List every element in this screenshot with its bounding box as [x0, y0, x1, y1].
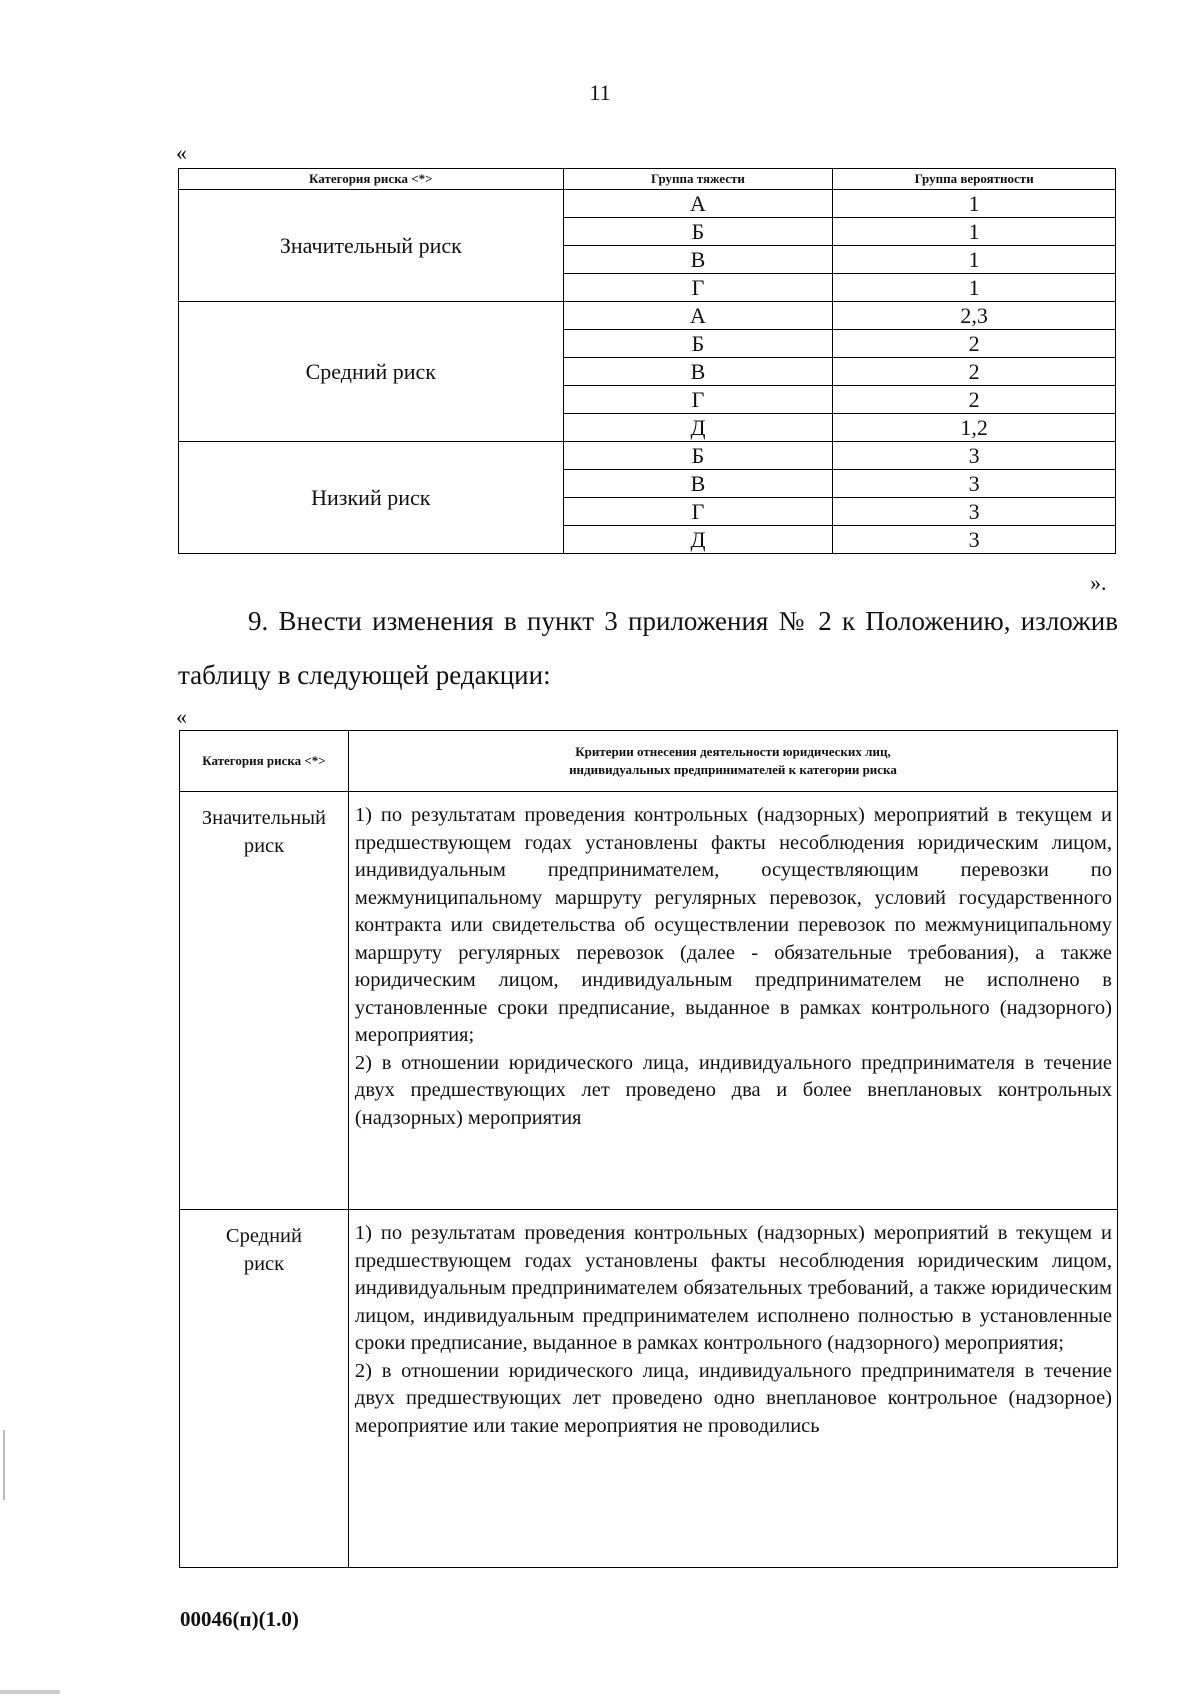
category-cell: Значительный риск	[179, 190, 564, 302]
probability-cell: 2	[833, 358, 1116, 386]
page-number: 11	[589, 80, 611, 105]
probability-cell: 2	[833, 386, 1116, 414]
severity-cell: В	[563, 246, 833, 274]
quote-open-2: «	[176, 704, 187, 729]
scan-edge-mark	[0, 1690, 60, 1694]
table-row	[180, 1210, 1118, 1568]
header-risk-category: Категория риска <*>	[180, 731, 349, 792]
category-cell	[180, 1210, 349, 1568]
paragraph-line-2: таблицу в следующей редакции:	[178, 660, 551, 690]
table-row	[179, 190, 1116, 218]
scan-edge-mark	[3, 1430, 5, 1500]
header-criteria	[348, 731, 1117, 792]
criteria-item-2: 2) в отношении юридического лица, индивидуального предпринимателя в течение двух предшествующих лет проведено одно внеплановое контрольное (надзорное) мероприятие или такие мероприятия не проводились	[354, 1359, 1112, 1437]
quote-close-1: ».	[1090, 570, 1107, 595]
table-header-row	[180, 731, 1118, 792]
category-line-1: Средний	[225, 1225, 303, 1247]
criteria-item-1: 1) по результатам проведения контрольных (надзорных) мероприятий в текущем и предшествующем годах установлены факты несоблюдения юридическим лицом, индивидуальным предпринимателем обязательных требований, а также юридическим лицом, индивидуальным предпринимателем исполнено полностью в установленные сроки предписание, выданное в рамках контрольного (надзорного) мероприятия;	[354, 1222, 1112, 1354]
probability-cell: 1	[833, 190, 1116, 218]
severity-cell: Г	[563, 274, 833, 302]
criteria-item-2: 2) в отношении юридического лица, индивидуального предпринимателя в течение двух предшествующих лет проведено два и более внеплановых контрольных (надзорных) мероприятия	[354, 1051, 1112, 1129]
probability-cell: 2,3	[833, 302, 1116, 330]
category-cell: Низкий риск	[179, 442, 564, 554]
quote-open-1: «	[176, 140, 187, 165]
probability-cell: 1	[833, 274, 1116, 302]
amendment-paragraph	[178, 594, 1118, 702]
severity-cell: Г	[563, 498, 833, 526]
probability-cell: 3	[833, 470, 1116, 498]
header-criteria-line-1: Критерии отнесения деятельности юридических лиц,	[575, 744, 891, 759]
severity-cell: Г	[563, 386, 833, 414]
header-risk-category: Категория риска <*>	[179, 169, 564, 190]
severity-cell: Д	[563, 526, 833, 554]
severity-cell: Б	[563, 442, 833, 470]
probability-cell: 2	[833, 330, 1116, 358]
category-line-1: Значительный	[201, 807, 327, 829]
table-row	[179, 442, 1116, 470]
header-probability-group: Группа вероятности	[833, 169, 1116, 190]
criteria-cell	[348, 792, 1117, 1210]
criteria-item-1: 1) по результатам проведения контрольных (надзорных) мероприятий в текущем и предшествующем годах установлены факты несоблюдения юридическим лицом, индивидуальным предпринимателем, осуществляющим перевозки по межмуниципальному маршруту регулярных перевозок, условий государственного контракта или свидетельства об осуществлении перевозок по межмуниципальному маршруту регулярных перевозок (далее - обязательные требования), а также юридическим лицом, индивидуальным предпринимателем не исполнено в установленные сроки предписание, выданное в рамках контрольного (надзорного) мероприятия;	[354, 804, 1112, 1046]
criteria-cell	[348, 1210, 1117, 1568]
probability-cell: 3	[833, 498, 1116, 526]
severity-cell: Д	[563, 414, 833, 442]
severity-cell: В	[563, 358, 833, 386]
probability-cell: 3	[833, 442, 1116, 470]
category-line-2: риск	[243, 835, 285, 857]
severity-cell: В	[563, 470, 833, 498]
severity-cell: А	[563, 302, 833, 330]
table-row	[179, 302, 1116, 330]
probability-cell: 1	[833, 246, 1116, 274]
probability-cell: 1	[833, 218, 1116, 246]
header-severity-group: Группа тяжести	[563, 169, 833, 190]
category-cell	[180, 792, 349, 1210]
probability-cell: 3	[833, 526, 1116, 554]
header-criteria-line-2: индивидуальных предпринимателей к категории риска	[569, 762, 897, 777]
severity-cell: Б	[563, 330, 833, 358]
probability-cell: 1,2	[833, 414, 1116, 442]
document-code: 00046(п)(1.0)	[180, 1607, 299, 1631]
table-header-row	[179, 169, 1116, 190]
category-line-2: риск	[243, 1253, 285, 1275]
risk-group-table	[178, 168, 1116, 554]
category-cell: Средний риск	[179, 302, 564, 442]
risk-criteria-table	[179, 730, 1118, 1568]
paragraph-line-1: 9. Внести изменения в пункт 3 приложения № 2 к Положению, изложив	[248, 606, 1118, 636]
severity-cell: Б	[563, 218, 833, 246]
table-row	[180, 792, 1118, 1210]
severity-cell: А	[563, 190, 833, 218]
